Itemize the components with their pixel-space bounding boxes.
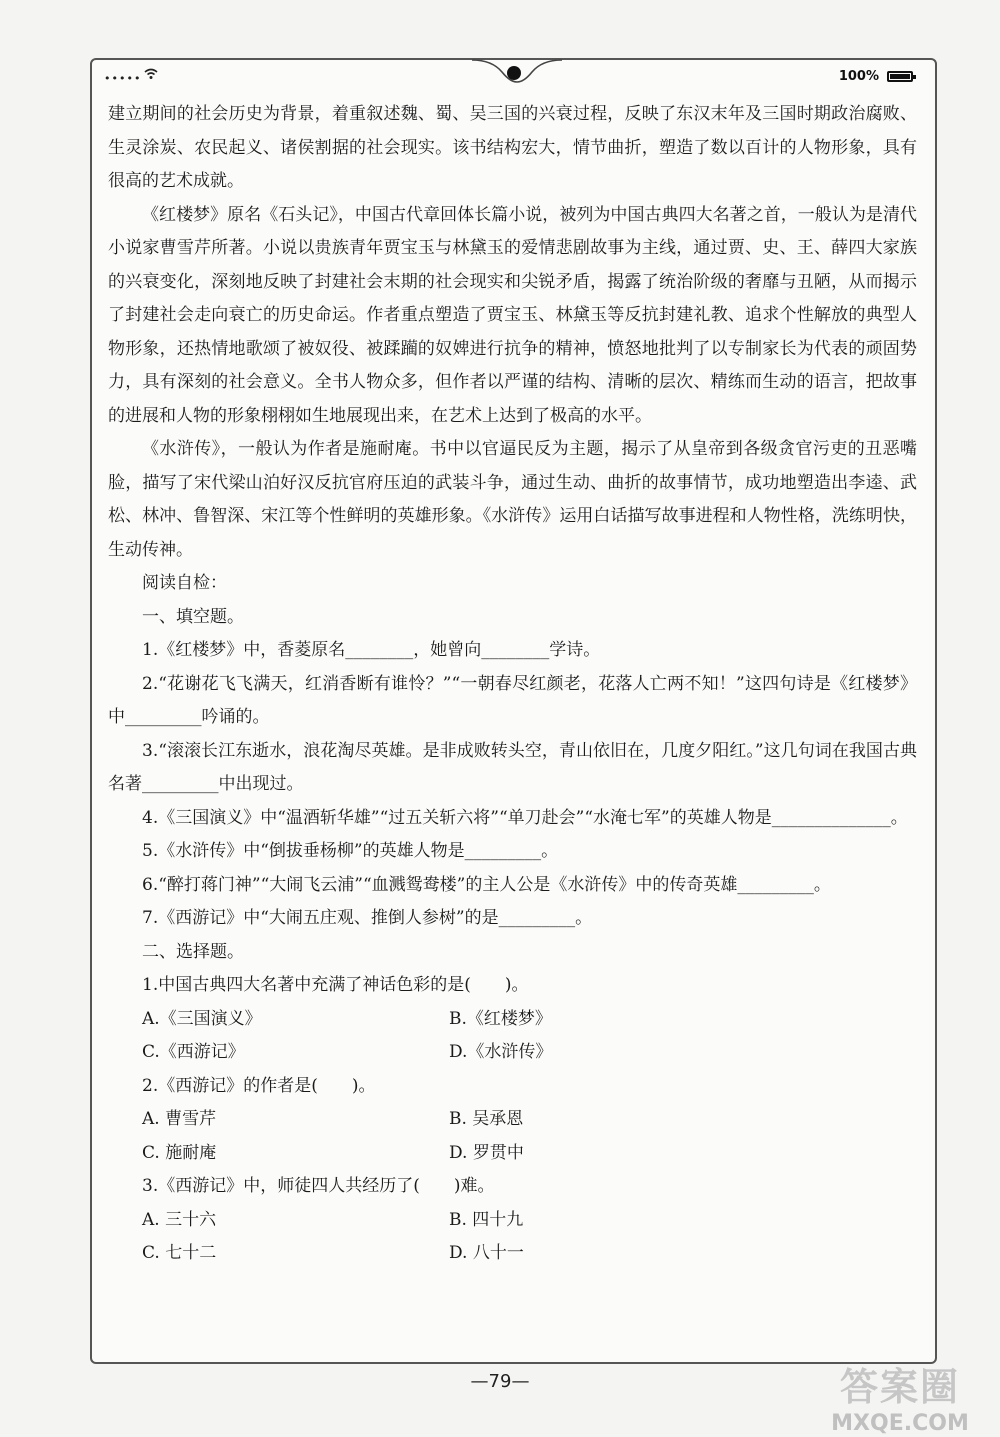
watermark-logo [820, 1356, 980, 1436]
option-b: B.《红楼梦》 [449, 1008, 552, 1029]
choice-options-row [108, 1204, 917, 1238]
battery-percentage: 100% [838, 69, 879, 84]
option-c: C. 施耐庵 [142, 1142, 217, 1163]
fill-question-5: 5.《水浒传》中“倒拔垂杨柳”的英雄人物是_________。 [142, 841, 559, 861]
watermark-url: MXQE.COM [831, 1411, 969, 1436]
page-content [108, 98, 917, 1271]
battery-fill [890, 74, 910, 79]
choice-heading: 二、选择题。 [142, 941, 244, 962]
fill-question-4: 4.《三国演义》中“温酒斩华雄”“过五关斩六将”“单刀赴会”“水淹七军”的英雄人物是______________。 [142, 807, 908, 828]
watermark-text: 答案圈 [839, 1365, 960, 1409]
fill-question-3: 3.“滚滚长江东逝水，浪花淘尽英雄。是非成败转头空，青山依旧在，几度夕阳红。”这几句词在我国古典名著_________中出现过。 [108, 740, 917, 794]
paragraph-1: 建立期间的社会历史为背景，着重叙述魏、蜀、吴三国的兴衰过程，反映了东汉末年及三国时期政治腐败、生灵涂炭、农民起义、诸侯割据的社会现实。该书结构宏大，情节曲折，塑造了数以百计的人物形象，具有很高的艺术成就。 [108, 104, 917, 191]
status-bar [92, 60, 935, 98]
battery-icon [887, 71, 913, 82]
option-b: B. 吴承恩 [449, 1109, 524, 1129]
choice-options-row [108, 1003, 917, 1037]
option-d: D. 八十一 [449, 1243, 524, 1263]
page-number: —79— [470, 1371, 530, 1392]
paragraph-2: 《红楼梦》原名《石头记》，中国古代章回体长篇小说，被列为中国古典四大名著之首，一般认为是清代小说家曹雪芹所著。小说以贵族青年贾宝玉与林黛玉的爱情悲剧故事为主线，通过贾、史、王、薛四大家族的兴衰变化，深刻地反映了封建社会末期的社会现实和尖锐矛盾，揭露了统治阶级的奢靡与丑陋，从而揭示了封建社会走向衰亡的历史命运。作者重点塑造了贾宝玉、林黛玉等反抗封建礼教、追求个性解放的典型人物形象，还热情地歌颂了被奴役、被蹂躏的奴婢进行抗争的精神，愤怒地批判了以专制家长为代表的顽固势力，具有深刻的社会意义。全书人物众多，但作者以严谨的结构、清晰的层次、精练而生动的语言，把故事的进展和人物的形象栩栩如生地展现出来，在艺术上达到了极高的水平。 [108, 204, 917, 426]
choice-options-row [108, 1036, 917, 1070]
choice-options-row [108, 1137, 917, 1171]
option-d: D.《水浒传》 [449, 1042, 553, 1062]
option-c: C. 七十二 [142, 1243, 217, 1263]
choice-question-3: 3.《西游记》中，师徒四人共经历了( )难。 [142, 1176, 495, 1196]
choice-options-row [108, 1237, 917, 1271]
option-c: C.《西游记》 [142, 1042, 245, 1062]
fill-in-heading: 一、填空题。 [142, 606, 244, 627]
tablet-frame [90, 58, 937, 1364]
option-a: A. 曹雪芹 [142, 1109, 217, 1129]
signal-icon: ••••• [104, 72, 142, 85]
option-d: D. 罗贯中 [449, 1142, 524, 1163]
choice-question-1: 1.中国古典四大名著中充满了神话色彩的是( )。 [142, 975, 529, 995]
choice-question-2: 2.《西游记》的作者是( )。 [142, 1075, 376, 1096]
option-b: B. 四十九 [449, 1209, 524, 1230]
option-a: A. 三十六 [142, 1209, 217, 1230]
fill-question-2: 2.“花谢花飞飞满天，红消香断有谁怜？”“一朝春尽红颜老，花落人亡两不知！”这四句诗是《红楼梦》中_________吟诵的。 [108, 673, 917, 727]
choice-options-row [108, 1103, 917, 1137]
self-check-heading: 阅读自检： [142, 573, 227, 593]
paragraph-3: 《水浒传》，一般认为作者是施耐庵。书中以官逼民反为主题，揭示了从皇帝到各级贪官污吏的丑恶嘴脸，描写了宋代梁山泊好汉反抗官府压迫的武装斗争，通过生动、曲折的故事情节，成功地塑造出李逵、武松、林冲、鲁智深、宋江等个性鲜明的英雄形象。《水浒传》运用白话描写故事进程和人物性格，洗练明快，生动传神。 [108, 439, 917, 560]
camera-icon [507, 66, 521, 80]
wifi-icon [144, 68, 158, 84]
fill-question-6: 6.“醉打蒋门神”“大闹飞云浦”“血溅鸳鸯楼”的主人公是《水浒传》中的传奇英雄_________。 [142, 874, 831, 895]
fill-question-1: 1.《红楼梦》中，香菱原名________，她曾向________学诗。 [142, 640, 601, 660]
option-a: A.《三国演义》 [142, 1008, 262, 1029]
fill-question-7: 7.《西游记》中“大闹五庄观、推倒人参树”的是_________。 [142, 908, 593, 928]
